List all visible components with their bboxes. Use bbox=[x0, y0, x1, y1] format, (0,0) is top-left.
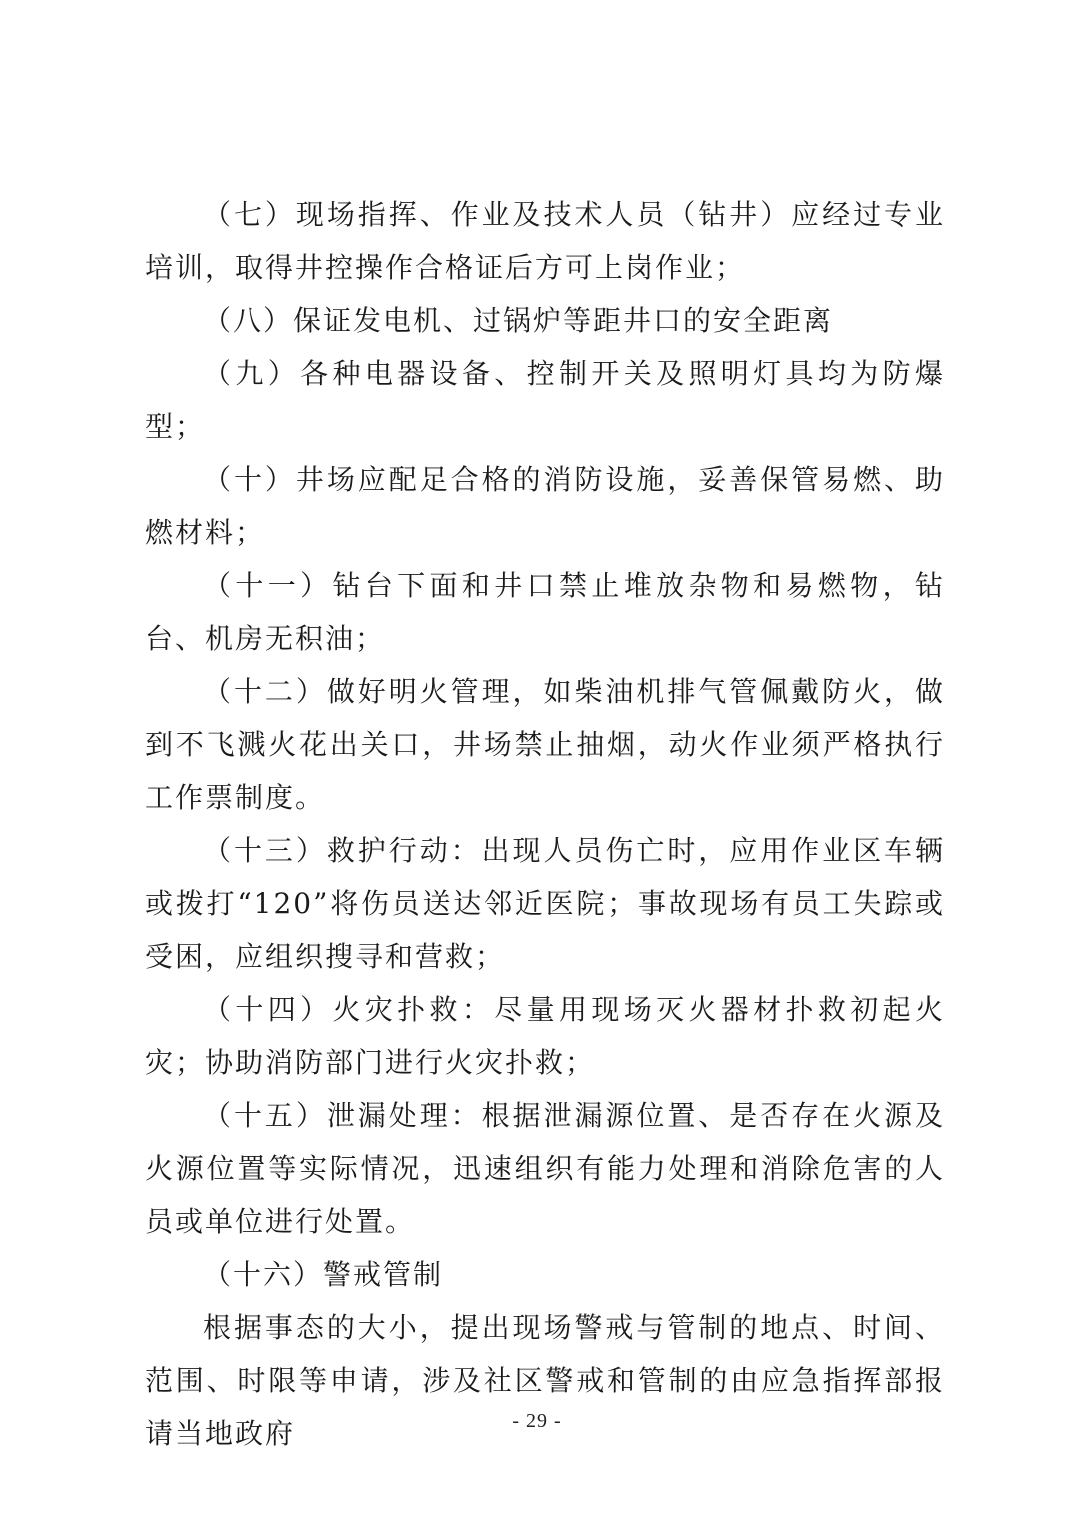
paragraph-12: （十二）做好明火管理，如柴油机排气管佩戴防火，做到不飞溅火花出关口，井场禁止抽烟，动火作业须严格执行工作票制度。 bbox=[145, 675, 945, 814]
paragraph-9: （九）各种电器设备、控制开关及照明灯具均为防爆型； bbox=[145, 357, 945, 443]
paragraph-16-heading: （十六）警戒管制 bbox=[203, 1258, 444, 1291]
paragraph-11: （十一）钻台下面和井口禁止堆放杂物和易燃物，钻台、机房无积油； bbox=[145, 569, 945, 655]
paragraph-15: （十五）泄漏处理：根据泄漏源位置、是否存在火源及火源位置等实际情况，迅速组织有能力处理和消除危害的人员或单位进行处置。 bbox=[145, 1099, 945, 1238]
paragraph-8: （八）保证发电机、过锅炉等距井口的安全距离 bbox=[203, 304, 834, 337]
document-body bbox=[145, 188, 945, 1460]
paragraph-10: （十）井场应配足合格的消防设施，妥善保管易燃、助燃材料； bbox=[145, 463, 945, 549]
paragraph-16-body: 根据事态的大小，提出现场警戒与管制的地点、时间、范围、时限等申请，涉及社区警戒和管制的由应急指挥部报请当地政府 bbox=[145, 1311, 945, 1450]
page-number: - 29 - bbox=[512, 1410, 562, 1432]
paragraph-13: （十三）救护行动：出现人员伤亡时，应用作业区车辆或拨打“120”将伤员送达邻近医院；事故现场有员工失踪或受困，应组织搜寻和营救； bbox=[145, 834, 945, 973]
paragraph-7: （七）现场指挥、作业及技术人员（钻井）应经过专业培训，取得井控操作合格证后方可上岗作业； bbox=[145, 198, 945, 284]
paragraph-14: （十四）火灾扑救：尽量用现场灭火器材扑救初起火灾；协助消防部门进行火灾扑救； bbox=[145, 993, 945, 1079]
